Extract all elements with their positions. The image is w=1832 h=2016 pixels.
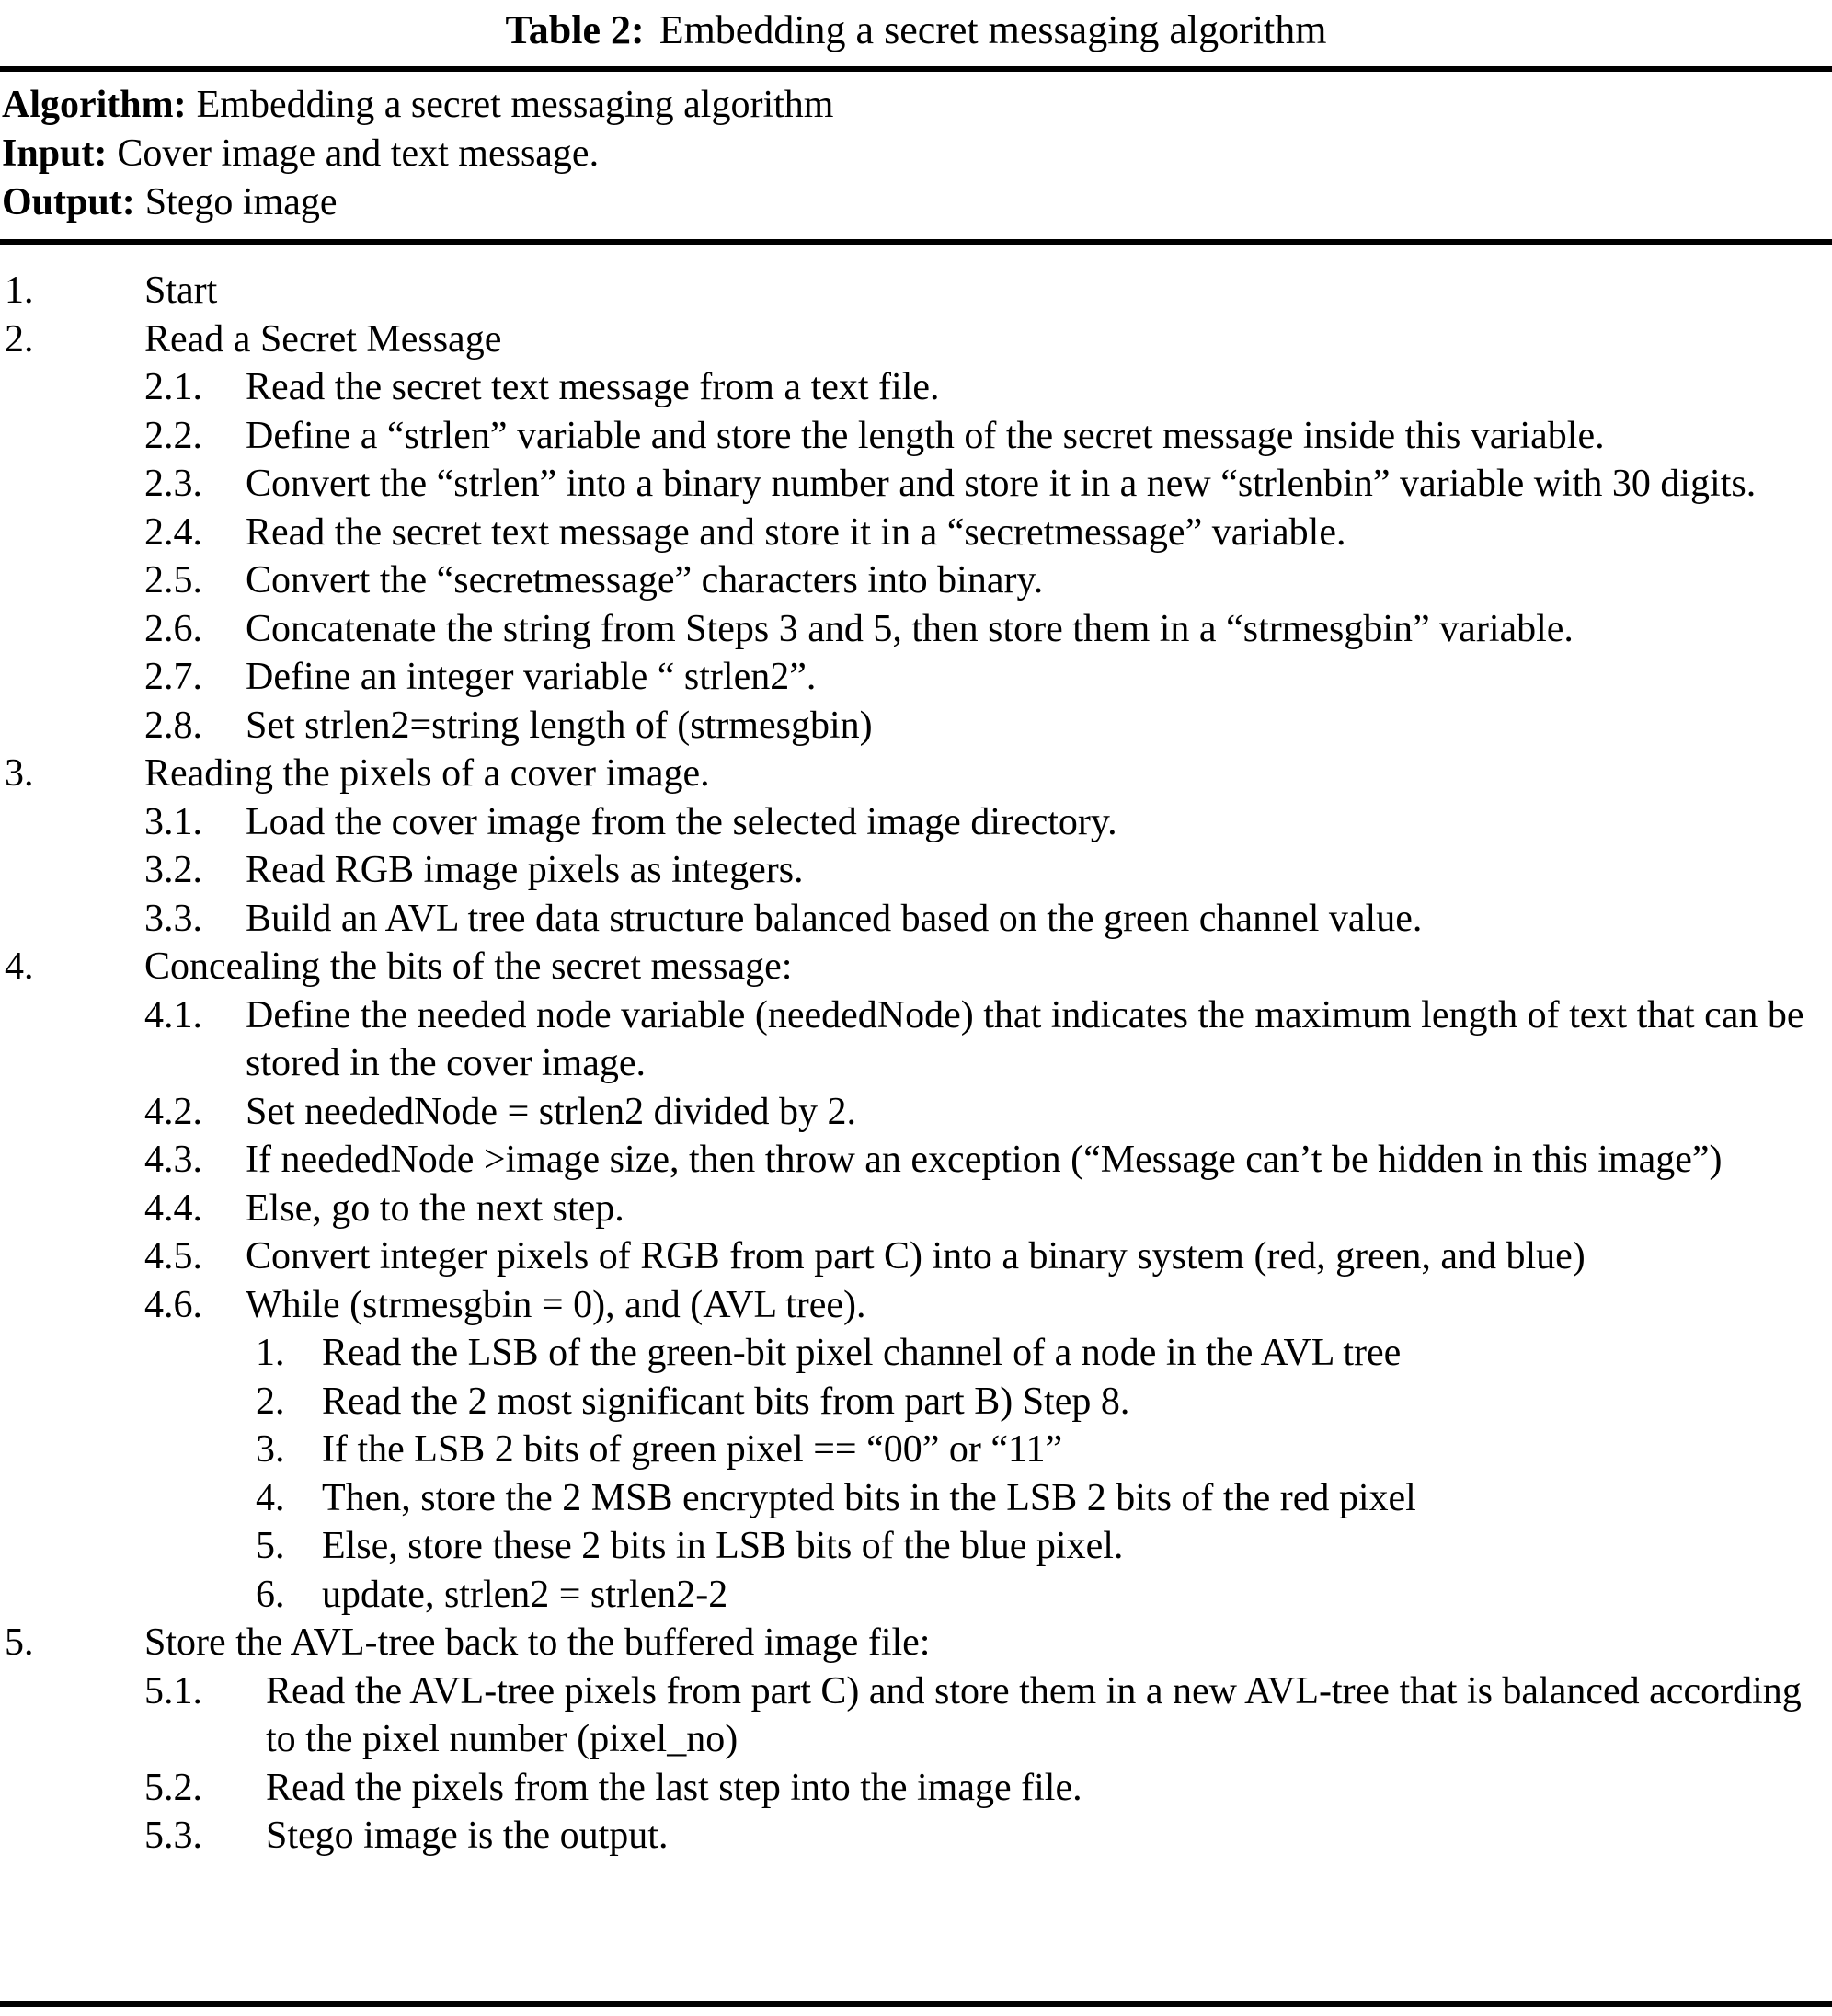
- algorithm-step: [144, 460, 1826, 509]
- algorithm-step: [144, 1088, 1826, 1137]
- step-text: Convert the “strlen” into a binary number and store it in a new “strlenbin” variable with 30 digits.: [246, 463, 1757, 505]
- algorithm-step: [256, 1522, 1826, 1571]
- step-number: 2.8.: [144, 704, 202, 747]
- step-number: 4.: [256, 1476, 285, 1519]
- algorithm-step: [256, 1378, 1826, 1426]
- step-number: 2.4.: [144, 510, 202, 554]
- step-text: Read the secret text message from a text file.: [246, 366, 940, 408]
- algorithm-steps: [0, 245, 1832, 1861]
- output-label: Output:: [2, 181, 135, 223]
- step-number: 5.: [5, 1621, 34, 1664]
- output-value: Stego image: [144, 181, 338, 223]
- algorithm-step: [144, 1764, 1826, 1813]
- bottom-rule: [0, 2001, 1832, 2007]
- algorithm-step: [144, 1232, 1826, 1281]
- algorithm-step: [144, 509, 1826, 557]
- step-text: Else, go to the next step.: [246, 1186, 624, 1230]
- step-number: 3.: [5, 752, 34, 795]
- algorithm-value: Embedding a secret messaging algorithm: [196, 84, 834, 126]
- step-number: 4.2.: [144, 1090, 202, 1133]
- algorithm-header: [0, 72, 1832, 239]
- step-text: Convert the “secretmessage” characters into binary.: [246, 559, 1044, 601]
- algorithm-step: [0, 943, 1826, 991]
- step-number: 4.: [5, 945, 34, 988]
- algorithm-step: [144, 363, 1826, 412]
- step-text: Read the AVL-tree pixels from part C) and store them in a new AVL-tree that is balanced according to the pixel number (pixel_no): [266, 1669, 1802, 1760]
- step-number: 4.4.: [144, 1186, 202, 1230]
- step-text: While (strmesgbin = 0), and (AVL tree).: [246, 1283, 866, 1326]
- step-text: Else, store these 2 bits in LSB bits of the blue pixel.: [322, 1525, 1124, 1567]
- step-number: 1.: [5, 269, 34, 312]
- step-number: 2.7.: [144, 656, 202, 698]
- algorithm-step: [144, 702, 1826, 750]
- algorithm-step: [256, 1426, 1826, 1474]
- step-number: 2.3.: [144, 463, 202, 505]
- step-number: 4.6.: [144, 1283, 202, 1326]
- step-number: 6.: [256, 1573, 285, 1616]
- step-number: 2.6.: [144, 607, 202, 650]
- table-caption-text: Embedding a secret messaging algorithm: [658, 7, 1327, 52]
- algorithm-step: [144, 1667, 1826, 1764]
- algorithm-step: [0, 267, 1826, 315]
- algorithm-step: [144, 798, 1826, 847]
- step-text: Define the needed node variable (neededNode) that indicates the maximum length of text that can be stored in the cover image.: [246, 993, 1804, 1084]
- algorithm-step: [144, 605, 1826, 654]
- step-text: Read a Secret Message: [144, 317, 502, 361]
- step-number: 5.1.: [144, 1669, 202, 1712]
- algorithm-step: [144, 556, 1826, 605]
- step-text: Stego image is the output.: [266, 1815, 669, 1857]
- step-text: Build an AVL tree data structure balanced based on the green channel value.: [246, 897, 1423, 940]
- step-text: Load the cover image from the selected image directory.: [246, 800, 1117, 843]
- step-text: Start: [144, 269, 218, 312]
- step-text: Set neededNode = strlen2 divided by 2.: [246, 1090, 857, 1133]
- algorithm-step: [144, 1136, 1826, 1185]
- step-number: 5.2.: [144, 1766, 202, 1809]
- table-caption-number: Table 2:: [505, 7, 645, 52]
- step-text: Reading the pixels of a cover image.: [144, 752, 710, 795]
- algorithm-step: [256, 1329, 1826, 1378]
- table-caption: [0, 0, 1832, 66]
- output-header-row: [2, 178, 1825, 227]
- algorithm-step: [144, 846, 1826, 895]
- step-text: If neededNode >image size, then throw an exception (“Message can’t be hidden in this image”): [246, 1139, 1723, 1181]
- algorithm-step: [256, 1474, 1826, 1523]
- algorithm-header-row: [2, 81, 1825, 130]
- algorithm-step: [256, 1571, 1826, 1620]
- step-number: 2.5.: [144, 559, 202, 601]
- step-number: 1.: [256, 1332, 285, 1374]
- algorithm-step: [144, 412, 1826, 461]
- algorithm-step: [0, 315, 1826, 364]
- step-text: Then, store the 2 MSB encrypted bits in the LSB 2 bits of the red pixel: [322, 1476, 1416, 1519]
- step-text: update, strlen2 = strlen2-2: [322, 1573, 728, 1616]
- step-number: 2.1.: [144, 366, 202, 408]
- step-text: Store the AVL-tree back to the buffered image file:: [144, 1621, 931, 1664]
- step-text: Read the secret text message and store it in a “secretmessage” variable.: [246, 510, 1346, 554]
- step-number: 3.2.: [144, 849, 202, 891]
- step-text: Concealing the bits of the secret message:: [144, 945, 793, 988]
- algorithm-step: [144, 653, 1826, 702]
- step-number: 2.2.: [144, 414, 202, 457]
- step-number: 4.5.: [144, 1235, 202, 1277]
- step-text: If the LSB 2 bits of green pixel == “00” or “11”: [322, 1428, 1063, 1471]
- step-number: 5.: [256, 1525, 285, 1567]
- step-text: Read RGB image pixels as integers.: [246, 849, 804, 891]
- algorithm-step: [144, 1812, 1826, 1861]
- step-text: Define a “strlen” variable and store the length of the secret message inside this variable.: [246, 414, 1605, 457]
- step-text: Read the pixels from the last step into the image file.: [266, 1766, 1082, 1809]
- algorithm-step: [144, 1185, 1826, 1233]
- step-number: 2.: [256, 1380, 285, 1423]
- step-text: Define an integer variable “ strlen2”.: [246, 656, 817, 698]
- algorithm-step: [144, 1281, 1826, 1330]
- step-number: 3.: [256, 1428, 285, 1471]
- algorithm-step: [0, 750, 1826, 798]
- step-text: Convert integer pixels of RGB from part C) into a binary system (red, green, and blue): [246, 1235, 1586, 1277]
- algorithm-label: Algorithm:: [2, 84, 187, 126]
- step-number: 4.1.: [144, 993, 202, 1037]
- step-text: Set strlen2=string length of (strmesgbin): [246, 704, 873, 747]
- step-text: Concatenate the string from Steps 3 and 5, then store them in a “strmesgbin” variable.: [246, 607, 1574, 650]
- step-number: 3.3.: [144, 897, 202, 940]
- input-value: Cover image and text message.: [117, 132, 600, 175]
- input-label: Input:: [2, 132, 108, 175]
- step-number: 4.3.: [144, 1139, 202, 1181]
- step-text: Read the LSB of the green-bit pixel channel of a node in the AVL tree: [322, 1332, 1402, 1374]
- step-text: Read the 2 most significant bits from part B) Step 8.: [322, 1380, 1130, 1423]
- input-header-row: [2, 130, 1825, 178]
- step-number: 2.: [5, 317, 34, 361]
- algorithm-step: [144, 991, 1826, 1088]
- step-number: 3.1.: [144, 800, 202, 843]
- algorithm-step: [0, 1619, 1826, 1667]
- step-number: 5.3.: [144, 1815, 202, 1857]
- algorithm-step: [144, 895, 1826, 944]
